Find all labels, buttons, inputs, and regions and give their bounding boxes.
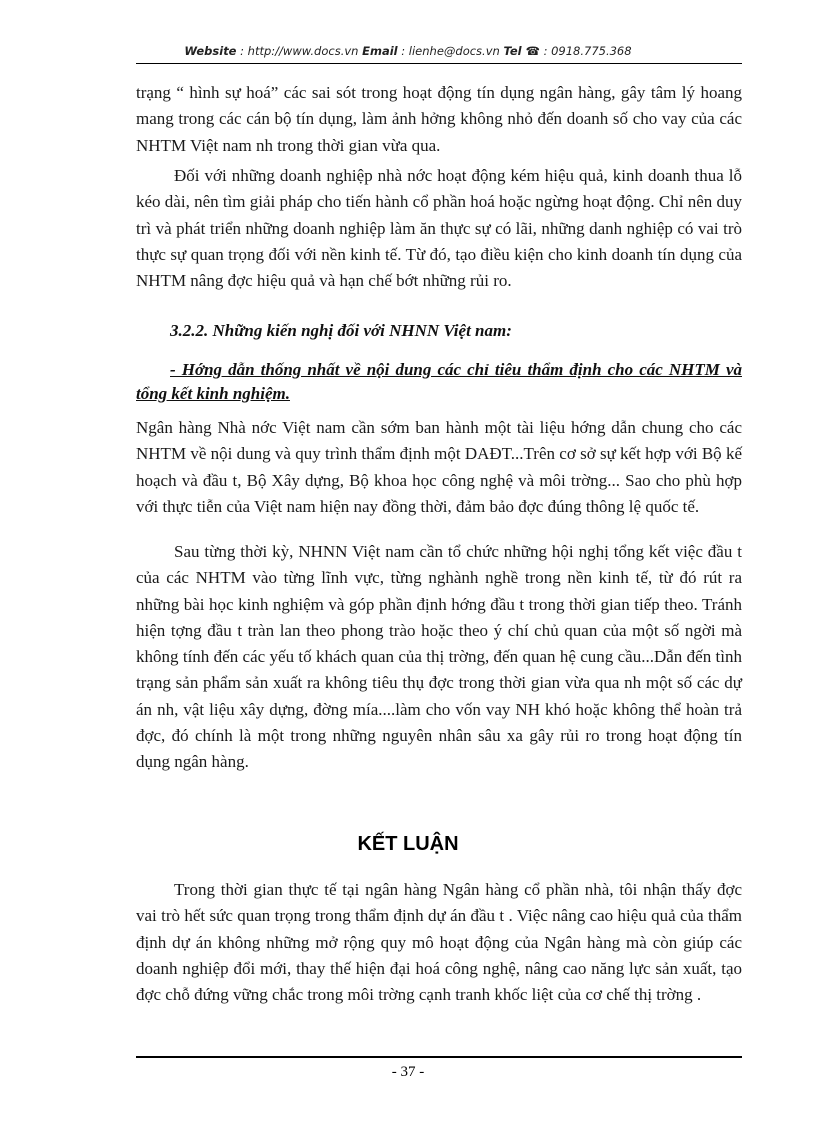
footer-divider [136,1056,742,1058]
tel-value: : 0918.775.368 [543,44,632,58]
page-header [0,44,816,58]
website-value: : http://www.docs.vn [240,44,359,58]
paragraph-4 [136,539,742,776]
paragraph-1-text: trạng “ hình sự hoá” các sai sót trong hoạt động tín dụng ngân hàng, gây tâm lý hoang mang trong các cán bộ tín dụng, làm ảnh hởng không nhỏ đến doanh số cho vay của các NHTM Việt nam nh trong thời gian vừa qua. [136,83,742,155]
header-divider [136,63,742,64]
subsection-heading: - Hớng dẫn thống nhất về nội dung các chỉ tiêu thẩm định cho các NHTM và tổng kết kinh nghiệm. [136,360,742,403]
paragraph-1 [136,80,742,159]
email-label: Email [362,44,398,58]
paragraph-2 [136,163,742,294]
tel-label: Tel ☎ [503,44,540,58]
paragraph-5 [136,877,742,1008]
paragraph-3-text: Ngân hàng Nhà nớc Việt nam cần sớm ban hành một tài liệu hớng dẫn chung cho các NHTM về nội dung và quy trình thẩm định một DAĐT...Trên cơ sở sự kết hợp với Bộ kế hoạch và đầu t, Bộ Xây dựng, Bộ khoa học công nghệ và môi trờng... Sao cho phù hợp với thực tiễn của Việt nam hiện nay đồng thời, đảm bảo đợc đúng thông lệ quốc tế. [136,418,742,516]
paragraph-4-text: Sau từng thời kỳ, NHNN Việt nam cần tổ chức những hội nghị tổng kết việc đầu t của các NHTM vào từng lĩnh vực, từng nghành nghề trong nền kinh tế, từ đó rút ra những bài học kinh nghiệm và góp phần định hớng đầu t trong thời gian tiếp theo. Tránh hiện tợng đầu t tràn lan theo phong trào hoặc theo ý chí chủ quan của một số ngời mà không tính đến các yếu tố khách quan của thị trờng, đến quan hệ cung cầu...Dẫn đến tình trạng sản phẩm sản xuất ra không tiêu thụ đợc trong thời gian vừa qua nh một số các dự án nh, vật liệu xây dựng, đờng mía....làm cho vốn vay NH khó hoặc không thể hoàn trả đợc, đó chính là một trong những nguyên nhân sâu xa gây rủi ro trong hoạt động tín dụng ngân hàng. [136,542,742,772]
paragraph-3 [136,415,742,520]
page-number: - 37 - [391,1064,425,1080]
website-label: Website [184,44,237,58]
conclusion-title: KẾT LUẬN [357,833,459,855]
paragraph-2-text: Đối với những doanh nghiệp nhà nớc hoạt động kém hiệu quả, kinh doanh thua lỗ kéo dài, nên tìm giải pháp cho tiến hành cổ phần hoá hoặc ngừng hoạt động. Chỉ nên duy trì và phát triển những doanh nghiệp làm ăn thực sự có lãi, những danh nghiệp có vai trò thực sự quan trọng đối với nền kinh tế. Từ đó, tạo điều kiện cho kinh doanh tín dụng của NHTM nâng đợc hiệu quả và hạn chế bớt những rủi ro. [136,166,742,291]
paragraph-5-text: Trong thời gian thực tế tại ngân hàng Ngân hàng cổ phần nhà, tôi nhận thấy đợc vai trò hết sức quan trọng trong thẩm định dự án đầu t . Việc nâng cao hiệu quả của thẩm định dự án không những mở rộng quy mô hoạt động của Ngân hàng mà còn giúp các doanh nghiệp đổi mới, thay thế hiện đại hoá công nghệ, nâng cao năng lực sản xuất, tạo đợc chỗ đứng vững chắc trong môi trờng cạnh tranh khốc liệt của cơ chế thị trờng . [136,880,742,1005]
email-value: : lienhe@docs.vn [401,44,500,58]
section-heading: 3.2.2. Những kiến nghị đối với NHNN Việt nam: [170,321,512,340]
